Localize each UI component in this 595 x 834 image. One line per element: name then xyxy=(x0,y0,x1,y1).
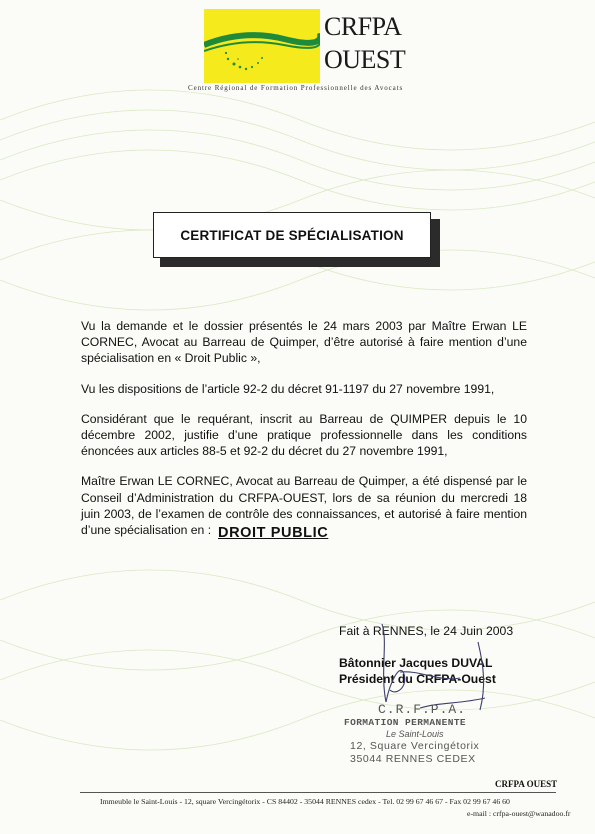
footer-brand: CRFPA OUEST xyxy=(495,779,558,789)
paragraph-decision: Maître Erwan LE CORNEC, Avocat au Barreau de Quimper, a été dispensé par le Conseil d’Administration du CRFPA-OUEST, lors de sa réunion du mercredi 18 juin 2003, de l’examen de contrôle des connaissances, et autorisé à faire mention d’une spécialisation en : xyxy=(81,474,527,538)
logo-wordmark xyxy=(324,10,405,76)
footer-email: e-mail : crfpa-ouest@wanadoo.fr xyxy=(467,809,571,818)
crfpa-logo xyxy=(204,9,406,85)
signatory-name: Bâtonnier Jacques DUVAL xyxy=(339,656,493,670)
paragraph-request: Vu la demande et le dossier présentés le 24 mars 2003 par Maître Erwan LE CORNEC, Avocat au Barreau de Quimper, d’être autorisé à faire mention d’une spécialisation en « Droit Public », xyxy=(81,319,527,366)
stamp-line-5: 35044 RENNES CEDEX xyxy=(350,753,476,765)
stamp-line-3: Le Saint-Louis xyxy=(386,729,444,739)
logo-emblem xyxy=(204,9,320,83)
logo-line-1: CRFPA xyxy=(324,12,402,41)
footer-address: Immeuble le Saint-Louis - 12, square Vercingétorix - CS 84402 - 35044 RENNES cedex - Tel. 02 99 67 46 67 - Fax 02 99 67 46 60 xyxy=(100,797,510,806)
paragraph-considering: Considérant que le requérant, inscrit au Barreau de QUIMPER depuis le 10 décembre 2002, justifie d’une pratique professionnelle dans les conditions énoncées aux articles 88-5 et 92-2 du décret du 27 novembre 1991, xyxy=(81,411,527,459)
paragraph-dispositions: Vu les dispositions de l’article 92-2 du décret 91-1197 du 27 novembre 1991, xyxy=(81,381,495,396)
stamp-line-4: 12, Square Vercingétorix xyxy=(350,740,480,752)
certificate-title: CERTIFICAT DE SPÉCIALISATION xyxy=(180,227,404,243)
signatory-role: Président du CRFPA-Ouest xyxy=(339,672,496,686)
organization-subtitle: Centre Régional de Formation Professionnelle des Avocats xyxy=(188,84,404,92)
stamp-line-1: C.R.F.P.A. xyxy=(378,702,467,717)
certificate-body xyxy=(81,318,527,552)
title-box xyxy=(153,212,431,258)
logo-line-2: OUEST xyxy=(324,45,406,74)
place-date: Fait à RENNES, le 24 Juin 2003 xyxy=(339,624,514,638)
specialisation-name: DROIT PUBLIC xyxy=(218,525,329,541)
footer-divider xyxy=(80,792,556,793)
stamp-line-2: FORMATION PERMANENTE xyxy=(344,717,467,728)
